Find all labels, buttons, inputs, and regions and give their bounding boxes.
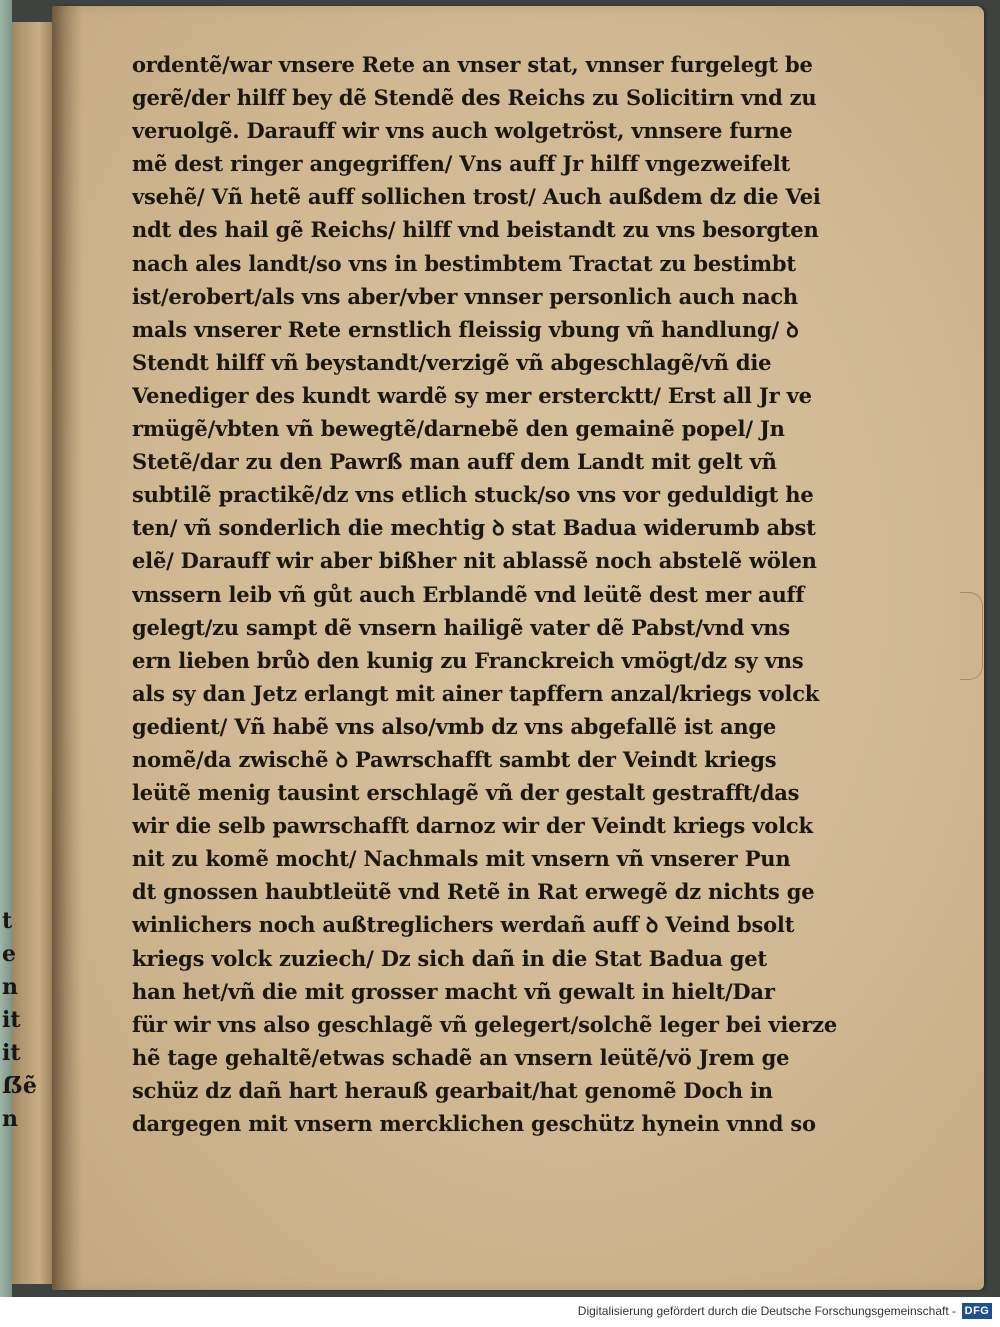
text-line: schüz dz dañ hart herauß gearbait/hat genomẽ Doch in xyxy=(132,1077,773,1103)
text-line: als sy dan Jetz erlangt mit ainer tapffern anzal/kriegs volck xyxy=(132,680,820,706)
text-line: gerẽ/der hilff bey dẽ Stendẽ des Reichs zu Solicitirn vnd zu xyxy=(132,85,817,111)
text-line: mẽ dest ringer angegriffen/ Vns auff Jr hilff vngezweifelt xyxy=(132,151,791,177)
gutter-shadow xyxy=(52,6,82,1290)
body-text xyxy=(132,48,892,1140)
fragment: n xyxy=(2,1106,18,1132)
text-line: dt gnossen haubtleütẽ vnd Retẽ in Rat erwegẽ dz nichts ge xyxy=(132,879,815,905)
text-line: vnssern leib vñ gůt auch Erblandẽ vnd leütẽ dest mer auff xyxy=(132,581,805,607)
text-line: vsehẽ/ Vñ hetẽ auff sollichen trost/ Auch außdem dz die Vei xyxy=(132,184,821,210)
text-line: dargegen mit vnsern mercklichen geschütz hynein vnnd so xyxy=(132,1111,816,1136)
text-line: Stendt hilff vñ beystandt/verzigẽ vñ abgeschlagẽ/vñ die xyxy=(132,349,772,375)
text-line: leütẽ menig tausint erschlagẽ vñ der gestalt gestrafft/das xyxy=(132,780,800,806)
text-line: ist/erobert/als vns aber/vber vnnser personlich auch nach xyxy=(132,283,799,309)
footer-bar xyxy=(0,1297,1000,1327)
text-line: nach ales landt/so vns in bestimbtem Tractat zu bestimbt xyxy=(132,250,796,276)
text-line: gedient/ Vñ habẽ vns also/vmb dz vns abgefallẽ ist ange xyxy=(132,713,777,739)
fragment: ẞẽ xyxy=(2,1073,37,1099)
text-line: han het/vñ die mit grosser macht vñ gewalt in hielt/Dar xyxy=(132,978,775,1004)
text-line: ndt des hail gẽ Reichs/ hilff vnd beistandt zu vns besorgten xyxy=(132,217,819,243)
facing-page-fragments xyxy=(2,905,37,1136)
text-line: wir die selb pawrschafft darnoz wir der Veindt kriegs volck xyxy=(132,813,813,839)
fragment: it xyxy=(2,1040,21,1066)
text-line: für wir vns also geschlagẽ vñ gelegert/solchẽ leger bei vierze xyxy=(132,1011,838,1037)
text-line: Stetẽ/dar zu den Pawrß man auff dem Landt mit gelt vñ xyxy=(132,449,777,475)
text-line: nit zu komẽ mocht/ Nachmals mit vnsern vñ vnserer Pun xyxy=(132,846,791,872)
text-line: mals vnserer Rete ernstlich fleissig vbung vñ handlung/ ꝺ xyxy=(132,316,799,342)
text-line: kriegs volck zuziech/ Dz sich dañ in die Stat Badua get xyxy=(132,945,767,971)
fragment: t xyxy=(2,908,13,934)
text-line: ordentẽ/war vnsere Rete an vnser stat, vnnser furgelegt be xyxy=(132,52,813,77)
fragment: it xyxy=(2,1007,21,1033)
fragment: n xyxy=(2,974,18,1000)
text-line: winlichers noch außtreglichers werdañ auff ꝺ Veind bsolt xyxy=(132,912,795,938)
dfg-logo: DFG xyxy=(962,1303,992,1319)
funding-credit: Digitalisierung gefördert durch die Deutsche Forschungsgemeinschaft - xyxy=(577,1304,956,1318)
fragment: e xyxy=(2,941,16,967)
text-line: ern lieben brůꝺ den kunig zu Franckreich vmögt/dz sy vns xyxy=(132,647,804,673)
text-line: subtilẽ practikẽ/dz vns etlich stuck/so vns vor geduldigt he xyxy=(132,482,814,508)
text-line: nomẽ/da zwischẽ ꝺ Pawrschafft sambt der Veindt kriegs xyxy=(132,746,777,772)
text-line: gelegt/zu sampt dẽ vnsern hailigẽ vater dẽ Pabst/vnd vns xyxy=(132,614,790,640)
page-tab xyxy=(960,592,983,680)
text-line: Venediger des kundt wardẽ sy mer erstercktt/ Erst all Jr ve xyxy=(132,382,812,408)
text-line: ten/ vñ sonderlich die mechtig ꝺ stat Badua widerumb abst xyxy=(132,515,816,541)
text-line: hẽ tage gehaltẽ/etwas schadẽ an vnsern leütẽ/vö Jrem ge xyxy=(132,1044,790,1070)
text-line: veruolgẽ. Darauff wir vns auch wolgetröst, vnnsere furne xyxy=(132,118,793,144)
text-line: elẽ/ Darauff wir aber bißher nit ablassẽ noch abstelẽ wölen xyxy=(132,548,817,574)
text-line: rmügẽ/vbten vñ bewegtẽ/darnebẽ den gemainẽ popel/ Jn xyxy=(132,416,785,442)
